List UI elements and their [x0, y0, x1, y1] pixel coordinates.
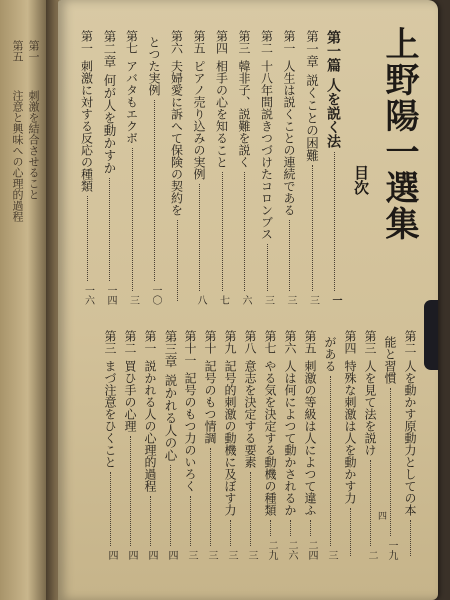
toc-entry-number: 第三章 — [163, 330, 178, 368]
toc-entry-text: 相手の心を知ること — [214, 60, 229, 168]
toc-leader-dots — [370, 460, 371, 546]
toc-leader-dots — [130, 436, 131, 546]
toc-entry-page: 三 — [262, 295, 274, 305]
toc-entry-page: 三 — [246, 550, 257, 560]
toc-entry-text: 韓非子、説難を説く — [237, 60, 251, 168]
toc-entry — [344, 330, 356, 560]
toc-leader-dots — [350, 508, 351, 556]
toc-entry-text: 十八年間説きつづけたコロンブス — [259, 60, 274, 240]
toc-entry — [193, 30, 205, 305]
toc-entry-page: 三 — [226, 550, 237, 560]
toc-entry-text: 記号のもつ力のいろく — [183, 372, 197, 492]
toc-entry-text: 記号のもつ情調 — [203, 360, 217, 444]
toc-entry-page: 三 — [307, 295, 319, 305]
toc-leader-dots — [222, 172, 223, 291]
toc-entry-page: 八 — [195, 295, 206, 305]
toc-entry — [284, 330, 296, 560]
toc-leader-dots — [170, 465, 171, 546]
toc-leader-dots — [310, 520, 311, 536]
toc-entry-text: 人を動かす原動力としての本 — [403, 360, 417, 516]
toc-entry — [326, 30, 340, 305]
toc-entry-number: 第一篇 — [325, 30, 341, 72]
toc-entry — [124, 330, 136, 560]
binder-clip — [424, 300, 438, 370]
toc-entry — [164, 330, 177, 560]
toc-entry — [244, 330, 256, 560]
toc-entry-number: 第二 — [259, 30, 274, 54]
toc-page — [58, 0, 438, 600]
toc-entry-number: 第三 — [103, 330, 117, 354]
toc-entry — [148, 30, 160, 305]
toc-entry-number: 第七 — [263, 330, 277, 354]
toc-entry-text: 買ひ手の心理 — [123, 360, 137, 432]
toc-entry — [238, 30, 250, 305]
toc-entry — [216, 30, 228, 305]
toc-leader-dots — [390, 388, 391, 536]
toc-entry-number: 第一 — [79, 30, 94, 54]
left-page-text: 刺激を結合させること — [27, 90, 40, 200]
toc-entry — [81, 30, 93, 305]
left-page-text: 注意と興味への心理的過程 — [11, 90, 24, 222]
toc-entry-text: 人を説く法 — [325, 78, 341, 148]
toc-leader-dots — [244, 172, 245, 291]
book-title: 上野陽一選集 — [379, 26, 419, 242]
toc-entry-number: 第五 — [192, 30, 206, 54]
toc-leader-dots — [312, 165, 313, 291]
left-page-text: 第五 — [11, 40, 24, 62]
toc-entry-page: 三 — [326, 550, 337, 560]
toc-entry-number: 第六 — [169, 30, 184, 54]
toc-entry — [264, 330, 276, 560]
toc-entry-text: 夫婦愛に訴へて保険の契約を — [169, 60, 184, 216]
toc-entry-text: ピアノ売り込みの実例 — [192, 60, 206, 180]
toc-entry-page: 二六 — [286, 540, 297, 560]
toc-leader-dots — [154, 100, 155, 281]
toc-entry-text: 説かれる人の心 — [163, 373, 178, 461]
toc-entry-page: 六 — [240, 295, 251, 305]
toc-entry-number: 第三 — [363, 330, 377, 354]
toc-entry-number: 第一 — [143, 330, 157, 354]
toc-entry — [283, 30, 295, 305]
toc-leader-dots — [334, 152, 335, 291]
toc-entry — [324, 330, 336, 560]
toc-leader-dots — [132, 148, 133, 291]
toc-leader-dots — [109, 178, 110, 282]
toc-entry-page: 一六 — [82, 285, 94, 305]
toc-entry-page: 四 — [126, 550, 137, 560]
toc-entry — [404, 330, 416, 560]
toc-entry-number: 第三 — [237, 30, 251, 54]
toc-entry — [224, 330, 236, 560]
toc-entry-text: 特殊な刺激は人を動かす力 — [343, 360, 357, 504]
toc-entry-text: とつた実例 — [147, 36, 161, 96]
toc-entry-text: 説くことの困難 — [304, 73, 320, 161]
toc-entry-text: 人を見て法を説け — [363, 360, 377, 456]
toc-entry-page: 二九 — [266, 540, 277, 560]
toc-entry — [261, 30, 273, 305]
toc-entry-number: 第一 — [282, 30, 296, 54]
toc-entry-text: がある — [323, 336, 337, 372]
toc-entry-page: 二 — [366, 550, 377, 560]
toc-entry-page: 七 — [217, 295, 229, 305]
toc-entry-text: 人は何によつて動かされるか — [283, 360, 297, 516]
toc-entry-page: 四 — [146, 550, 157, 560]
toc-entry-text: 記号的刺激の動機に及ぼす力 — [223, 360, 237, 516]
toc-entry-text: 説かれる人の心理的過程 — [143, 360, 157, 492]
toc-entry-number: 第九 — [223, 330, 237, 354]
toc-entry — [304, 330, 316, 560]
toc-leader-dots — [230, 520, 231, 546]
toc-entry-number: 第四 — [343, 330, 357, 354]
toc-leader-dots — [210, 448, 211, 546]
toc-entry-text: 意志を決定する要素 — [243, 360, 257, 468]
toc-entry-page: 三 — [127, 295, 139, 305]
toc-leader-dots — [270, 520, 271, 536]
toc-entry — [171, 30, 183, 305]
toc-leader-dots — [330, 376, 331, 546]
toc-leader-dots — [199, 184, 200, 291]
toc-entry — [204, 330, 216, 560]
toc-entry-page: 一九 — [386, 540, 397, 560]
toc-entry-text: 刺激に対する反応の種類 — [79, 60, 94, 192]
toc-entry-number: 第二 — [123, 330, 137, 354]
toc-entry — [126, 30, 138, 305]
toc-entry-page: 三 — [285, 295, 296, 305]
toc-leader-dots — [110, 472, 111, 546]
toc-entry-page: 一四 — [105, 285, 116, 305]
toc-entry-number: 第十 — [203, 330, 217, 354]
toc-entry-page: 一 — [330, 295, 341, 305]
toc-entry-text: 刺激の等級は人によつて違ふ — [303, 360, 317, 516]
toc-entry-text: まづ注意をひくこと — [103, 360, 117, 468]
toc-entry — [305, 30, 318, 305]
left-page-text: 第一 — [27, 40, 40, 62]
toc-entry — [384, 330, 396, 560]
toc-entry-page: 四 — [166, 550, 177, 560]
toc-entry-text: アバタもエクボ — [124, 60, 139, 144]
toc-leader-dots — [267, 244, 268, 291]
toc-entry-number: 第二章 — [102, 30, 117, 68]
toc-leader-dots — [190, 496, 191, 546]
toc-entry — [103, 30, 116, 305]
toc-entry-number: 第四 — [214, 30, 229, 54]
toc-entry — [184, 330, 196, 560]
toc-leader-dots — [150, 496, 151, 546]
page-number: 四 — [376, 511, 386, 520]
toc-entry-number: 第六 — [283, 330, 297, 354]
toc-entry — [144, 330, 156, 560]
toc-entry-page: 二四 — [306, 540, 317, 560]
toc-entry-page: 一〇 — [150, 285, 161, 305]
toc-entry-number: 第一章 — [304, 30, 320, 68]
left-page — [0, 0, 46, 600]
toc-entry-number: 第七 — [124, 30, 139, 54]
toc-entry-number: 第五 — [303, 330, 317, 354]
toc-entry-text: やる気を決定する動機の種類 — [263, 360, 277, 516]
toc-entry — [364, 330, 376, 560]
toc-entry-number: 第八 — [243, 330, 257, 354]
toc-leader-dots — [87, 196, 88, 281]
toc-leader-dots — [289, 220, 290, 291]
toc-entry-number: 第十一 — [183, 330, 197, 366]
toc-leader-dots — [177, 220, 178, 301]
toc-entry-page: 三 — [186, 550, 197, 560]
toc-entry-text: 何が人を動かすか — [102, 73, 117, 174]
toc-entry-text: 能と習慣 — [383, 336, 397, 384]
toc-entry — [104, 330, 116, 560]
toc-entry-page: 三 — [206, 550, 217, 560]
toc-heading: 目次 — [352, 165, 370, 195]
toc-entry-page: 四 — [106, 550, 117, 560]
toc-entry-text: 人生は説くことの連続である — [282, 60, 296, 216]
toc-leader-dots — [250, 472, 251, 546]
toc-entry-number: 第二 — [403, 330, 417, 354]
toc-leader-dots — [290, 520, 291, 536]
toc-leader-dots — [410, 520, 411, 556]
